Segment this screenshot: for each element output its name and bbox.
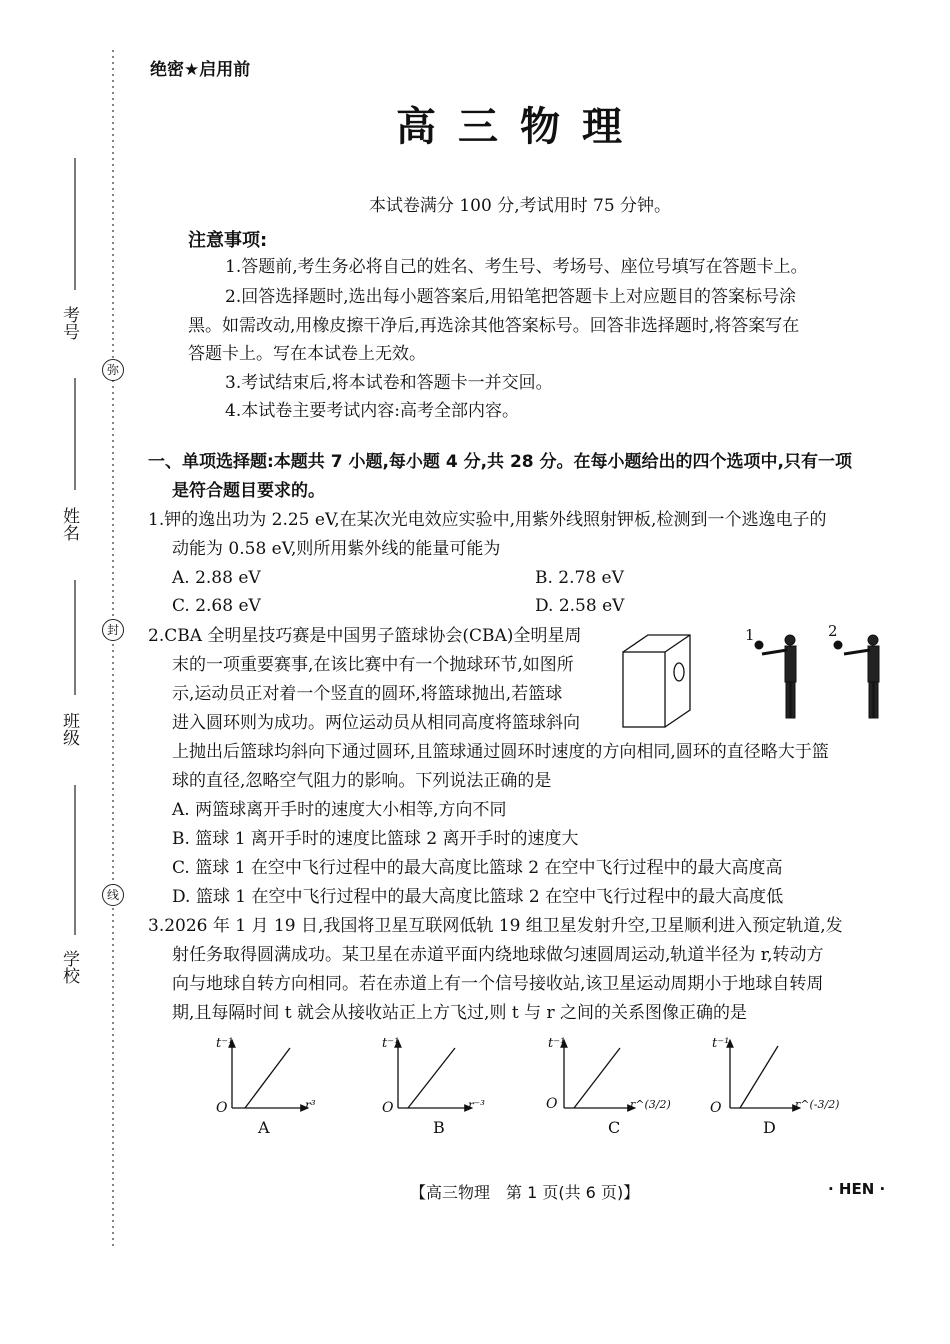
notice-item-1: 1.答题前,考生务必将自己的姓名、考生号、考场号、座位号填写在答题卡上。: [225, 257, 808, 277]
q3-graphs: [0, 1030, 950, 1150]
graph-d-origin: O: [710, 1100, 722, 1116]
section1-heading: 一、单项选择题:本题共 7 小题,每小题 4 分,共 28 分。在每小题给出的四个选项中,只有一项: [148, 452, 852, 472]
graph-c-xlabel: r^(3/2): [630, 1098, 671, 1111]
q2-stem-1: 2.CBA 全明星技巧赛是中国男子篮球协会(CBA)全明星周: [148, 626, 582, 646]
class-label: 班级: [59, 712, 79, 746]
notice-item-2-end: 答题卡上。写在本试卷上无效。: [188, 344, 426, 364]
graph-c-line: [574, 1048, 620, 1108]
graph-a-ylabel: t⁻¹: [216, 1036, 234, 1051]
graph-d-xlabel: r^(-3/2): [795, 1098, 840, 1111]
page-title: 高三物理: [396, 104, 644, 150]
name-label: 姓名: [59, 507, 79, 541]
graph-a-label: A: [258, 1118, 270, 1137]
q1-option-a: A. 2.88 eV: [172, 568, 261, 588]
paper-code: · HEN ·: [828, 1180, 886, 1198]
athlete-2-label: 2: [828, 622, 838, 640]
graph-c-ylabel: t⁻¹: [548, 1036, 566, 1051]
q1-stem: 1.钾的逸出功为 2.25 eV,在某次光电效应实验中,用紫外线照射钾板,检测到一个逃逸电子的: [148, 510, 827, 530]
graph-b-xlabel: r⁻³: [468, 1098, 485, 1112]
section1-heading-cont: 是符合题目要求的。: [172, 481, 325, 501]
graph-d-line: [740, 1046, 778, 1108]
page-footer: 【高三物理 第 1 页(共 6 页)】: [410, 1183, 640, 1202]
q3-stem-4: 期,且每隔时间 t 就会从接收站正上方飞过,则 t 与 r 之间的关系图像正确的是: [172, 1003, 748, 1023]
athlete-2: [844, 635, 879, 718]
q2-option-a: A. 两篮球离开手时的速度大小相等,方向不同: [172, 800, 507, 820]
graph-d-ylabel: t⁻¹: [712, 1036, 730, 1051]
q2-stem-2: 末的一项重要赛事,在该比赛中有一个抛球环节,如图所: [172, 655, 574, 675]
graph-b-origin: O: [382, 1100, 394, 1116]
seal-feng: 封: [102, 619, 124, 641]
exam-no-label: 考号: [59, 306, 79, 340]
hoop-figure: [618, 632, 698, 732]
notice-item-2: 2.回答选择题时,选出每小题答案后,用铅笔把答题卡上对应题目的答案标号涂: [225, 287, 797, 307]
q1-stem-cont: 动能为 0.58 eV,则所用紫外线的能量可能为: [172, 539, 501, 559]
q1-option-d: D. 2.58 eV: [535, 596, 625, 616]
seal-mi: 弥: [102, 359, 124, 381]
q3-stem-3: 向与地球自转方向相同。若在赤道上有一个信号接收站,该卫星运动周期小于地球自转周: [172, 974, 824, 994]
graph-a-line: [245, 1048, 290, 1108]
q2-stem-3: 示,运动员正对着一个竖直的圆环,将篮球抛出,若篮球: [172, 684, 563, 704]
graph-c-label: C: [608, 1118, 621, 1137]
notice-item-2-cont: 黑。如需改动,用橡皮擦干净后,再选涂其他答案标号。回答非选择题时,将答案写在: [188, 316, 800, 336]
q2-stem-6: 球的直径,忽略空气阻力的影响。下列说法正确的是: [172, 771, 552, 791]
graph-b-ylabel: t⁻¹: [382, 1036, 400, 1051]
q3-stem-2: 射任务取得圆满成功。某卫星在赤道平面内绕地球做匀速圆周运动,轨道半径为 r,转动方: [172, 945, 824, 965]
notice-item-4: 4.本试卷主要考试内容:高考全部内容。: [225, 401, 519, 421]
q2-option-d: D. 篮球 1 在空中飞行过程中的最大高度比篮球 2 在空中飞行过程中的最大高度低: [172, 887, 784, 907]
basketball-1: [755, 641, 764, 650]
q3-stem-1: 3.2026 年 1 月 19 日,我国将卫星互联网低轨 19 组卫星发射升空,卫星顺利进入预定轨道,发: [148, 916, 843, 936]
seal-xian: 线: [102, 884, 124, 906]
q2-option-c: C. 篮球 1 在空中飞行过程中的最大高度比篮球 2 在空中飞行过程中的最大高度高: [172, 858, 783, 878]
graph-c-origin: O: [546, 1096, 558, 1112]
school-label: 学校: [59, 950, 79, 984]
notice-heading: 注意事项:: [188, 230, 268, 251]
graph-b-line: [408, 1048, 455, 1108]
graph-d-label: D: [763, 1118, 776, 1137]
exam-intro: 本试卷满分 100 分,考试用时 75 分钟。: [368, 196, 672, 216]
q1-option-b: B. 2.78 eV: [535, 568, 624, 588]
graph-b-label: B: [433, 1118, 445, 1137]
q2-option-b: B. 篮球 1 离开手时的速度比篮球 2 离开手时的速度大: [172, 829, 579, 849]
q2-stem-4: 进入圆环则为成功。两位运动员从相同高度将篮球斜向: [172, 713, 580, 733]
secret-mark: 绝密★启用前: [150, 60, 251, 80]
notice-item-3: 3.考试结束后,将本试卷和答题卡一并交回。: [225, 373, 553, 393]
q1-option-c: C. 2.68 eV: [172, 596, 261, 616]
athlete-1-label: 1: [745, 626, 755, 644]
athletes-figure: [740, 622, 900, 724]
basketball-2: [834, 641, 843, 650]
graph-a-origin: O: [216, 1100, 228, 1116]
graph-a-xlabel: r³: [305, 1098, 316, 1112]
q2-stem-5: 上抛出后篮球均斜向下通过圆环,且篮球通过圆环时速度的方向相同,圆环的直径略大于篮: [172, 742, 829, 762]
athlete-1: [762, 635, 796, 718]
